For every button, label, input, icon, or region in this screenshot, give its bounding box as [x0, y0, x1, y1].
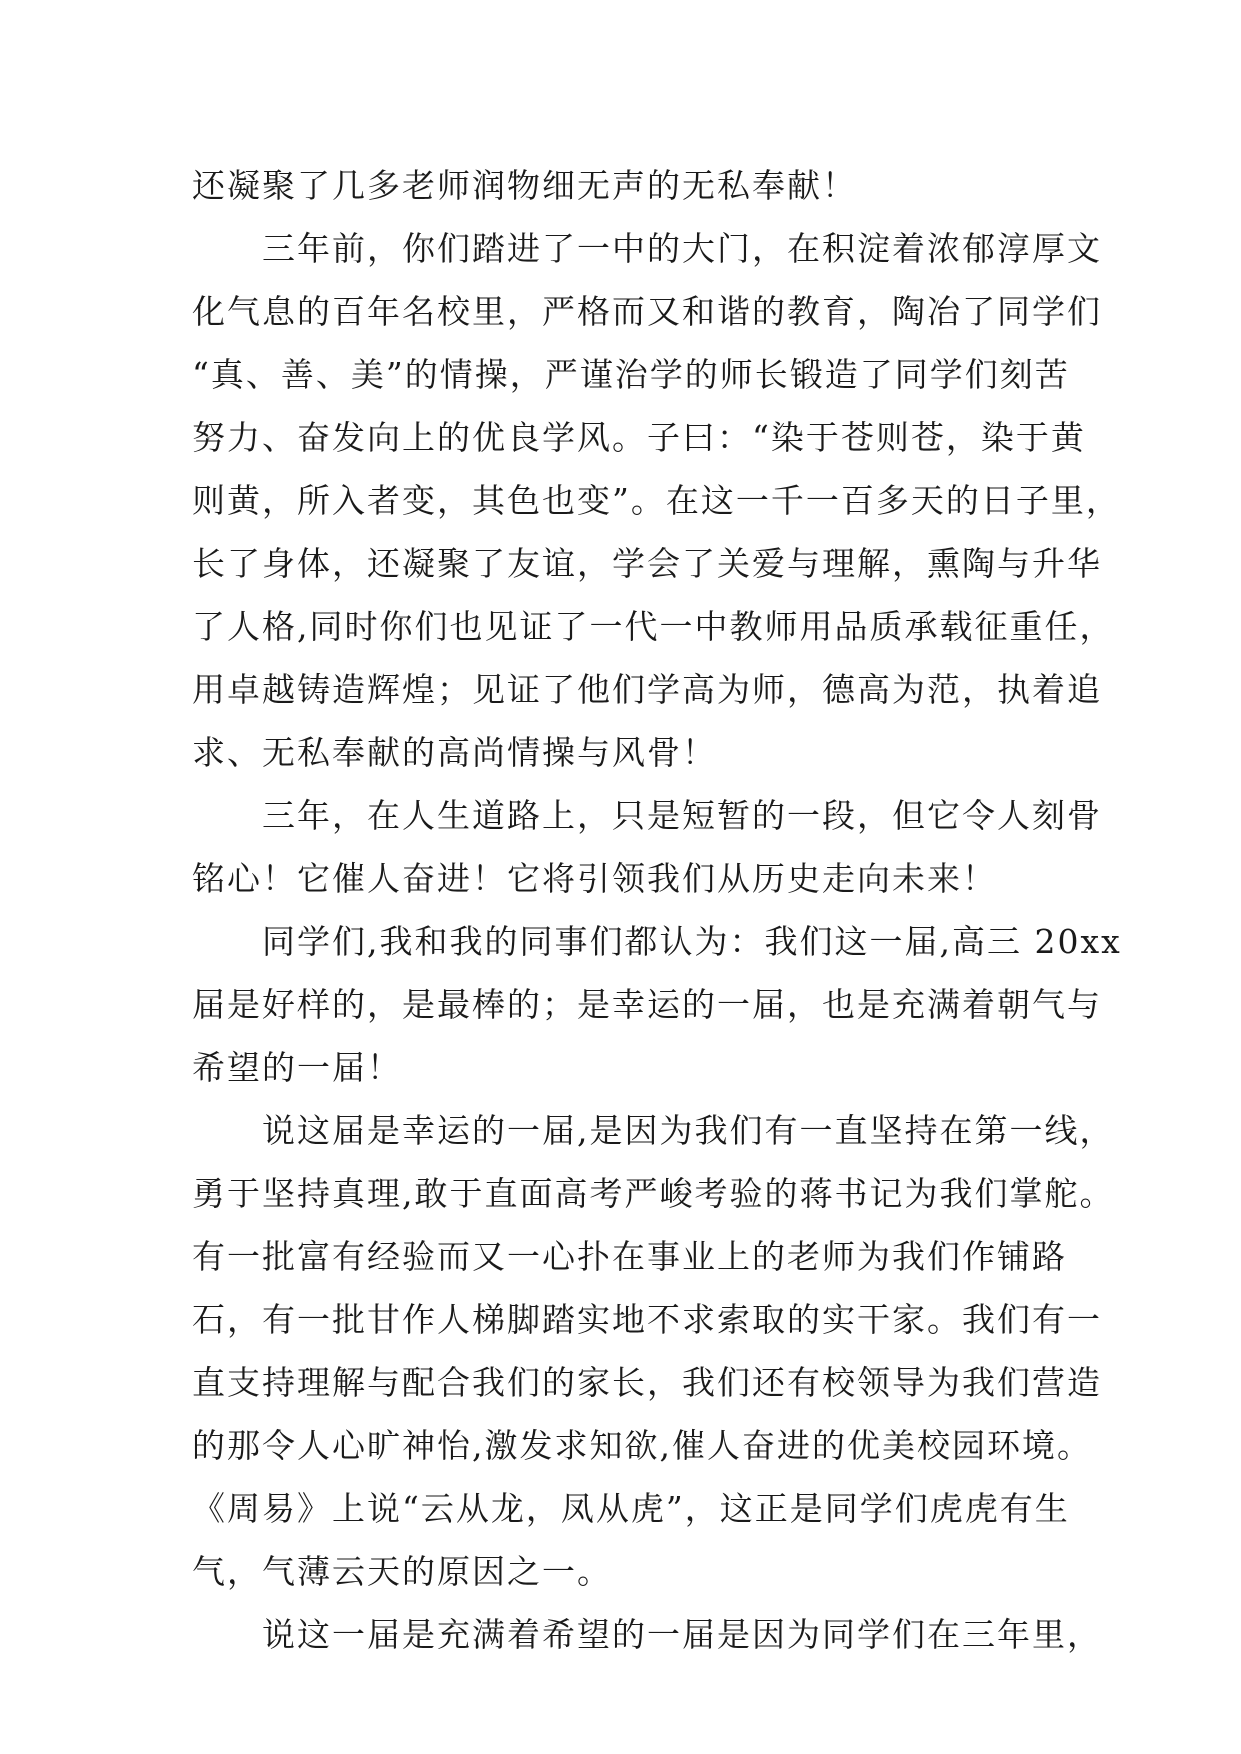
text-line: 三年，在人生道路上，只是短暂的一段，但它令人刻骨 [192, 796, 1102, 835]
text-line: 同学们,我和我的同事们都认为：我们这一届,高三 20xx [192, 922, 1122, 961]
text-line: 石，有一批甘作人梯脚踏实地不求索取的实干家。我们有一 [192, 1300, 1102, 1339]
text-line: 则黄，所入者变，其色也变”。在这一千一百多天的日子里， [192, 481, 1121, 520]
text-line: 说这一届是充满着希望的一届是因为同学们在三年里， [192, 1615, 1102, 1654]
text-line: 求、无私奉献的高尚情操与风骨！ [192, 733, 717, 772]
text-line: “真、善、美”的情操，严谨治学的师长锻造了同学们刻苦 [192, 355, 1070, 394]
text-line: 用卓越铸造辉煌；见证了他们学高为师，德高为范，执着追 [192, 670, 1102, 709]
text-line: 化气息的百年名校里，严格而又和谐的教育，陶冶了同学们 [192, 292, 1102, 331]
text-line: 三年前，你们踏进了一中的大门，在积淀着浓郁淳厚文 [192, 229, 1102, 268]
text-line: 勇于坚持真理,敢于直面高考严峻考验的蒋书记为我们掌舵。 [192, 1174, 1115, 1213]
text-line: 了人格,同时你们也见证了一代一中教师用品质承载征重任， [192, 607, 1115, 646]
text-line: 直支持理解与配合我们的家长，我们还有校领导为我们营造 [192, 1363, 1102, 1402]
text-line: 有一批富有经验而又一心扑在事业上的老师为我们作铺路 [192, 1237, 1067, 1276]
text-line: 努力、奋发向上的优良学风。子曰：“染于苍则苍，染于黄 [192, 418, 1086, 457]
text-line: 希望的一届！ [192, 1048, 402, 1087]
text-line: 《周易》上说“云从龙，凤从虎”，这正是同学们虎虎有生 [192, 1489, 1070, 1528]
text-line: 届是好样的，是最棒的；是幸运的一届，也是充满着朝气与 [192, 985, 1102, 1024]
text-line: 说这届是幸运的一届,是因为我们有一直坚持在第一线， [192, 1111, 1115, 1150]
document-body [192, 154, 1122, 1666]
text-line: 还凝聚了几多老师润物细无声的无私奉献！ [192, 166, 857, 205]
text-line: 的那令人心旷神怡,激发求知欲,催人奋进的优美校园环境。 [192, 1426, 1092, 1465]
text-line: 气，气薄云天的原因之一。 [192, 1552, 612, 1591]
text-line: 长了身体，还凝聚了友谊，学会了关爱与理解，熏陶与升华 [192, 544, 1102, 583]
text-line: 铭心！它催人奋进！它将引领我们从历史走向未来！ [192, 859, 997, 898]
